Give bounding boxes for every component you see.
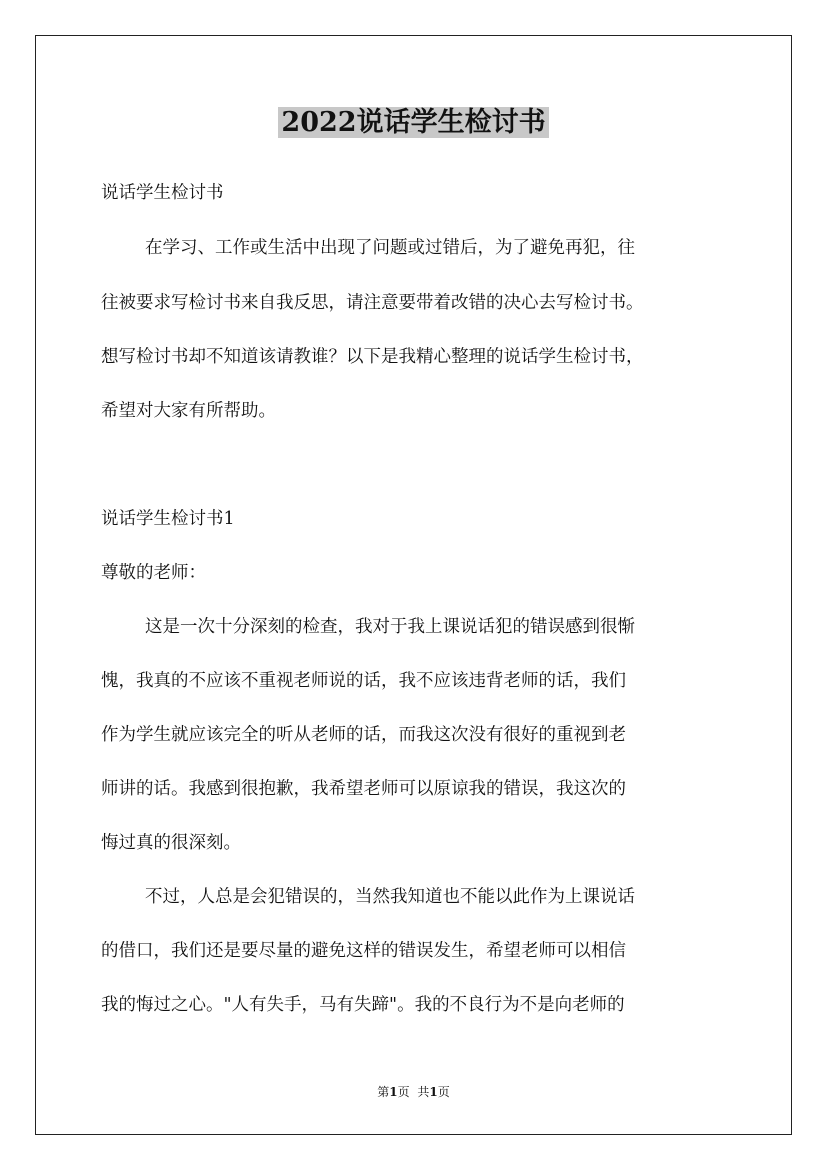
section-heading: 说话学生检讨书1	[101, 509, 235, 529]
page-footer	[0, 1084, 827, 1100]
paragraph-line: 愧，我真的不应该不重视老师说的话，我不应该违背老师的话，我们	[101, 671, 626, 691]
paragraph-line: 作为学生就应该完全的听从老师的话，而我这次没有很好的重视到老	[101, 725, 626, 745]
intro-line: 希望对大家有所帮助。	[101, 401, 276, 421]
paragraph-line: 不过，人总是会犯错误的，当然我知道也不能以此作为上课说话	[145, 887, 635, 907]
paragraph-line: 我的悔过之心。"人有失手，马有失蹄"。我的不良行为不是向老师的	[101, 995, 625, 1015]
page-prefix: 第	[377, 1085, 390, 1099]
intro-line: 在学习、工作或生活中出现了问题或过错后，为了避免再犯，往	[145, 238, 635, 258]
page-suffix: 页	[397, 1085, 410, 1099]
total-number: 1	[429, 1085, 438, 1099]
page-number: 1	[389, 1085, 398, 1099]
paragraph-line: 悔过真的很深刻。	[101, 833, 241, 853]
paragraph-line: 的借口，我们还是要尽量的避免这样的错误发生，希望老师可以相信	[101, 941, 626, 961]
paragraph-line: 师讲的话。我感到很抱歉，我希望老师可以原谅我的错误，我这次的	[101, 779, 626, 799]
salutation: 尊敬的老师：	[101, 563, 206, 583]
total-prefix: 共	[417, 1085, 430, 1099]
total-suffix: 页	[437, 1085, 450, 1099]
document-title: 2022说话学生检讨书	[0, 103, 827, 143]
intro-line: 往被要求写检讨书来自我反思，请注意要带着改错的决心去写检讨书。	[101, 293, 644, 313]
intro-line: 想写检讨书却不知道该请教谁？以下是我精心整理的说话学生检讨书，	[101, 347, 644, 367]
intro-heading: 说话学生检讨书	[101, 183, 224, 203]
paragraph-line: 这是一次十分深刻的检查，我对于我上课说话犯的错误感到很惭	[145, 617, 635, 637]
